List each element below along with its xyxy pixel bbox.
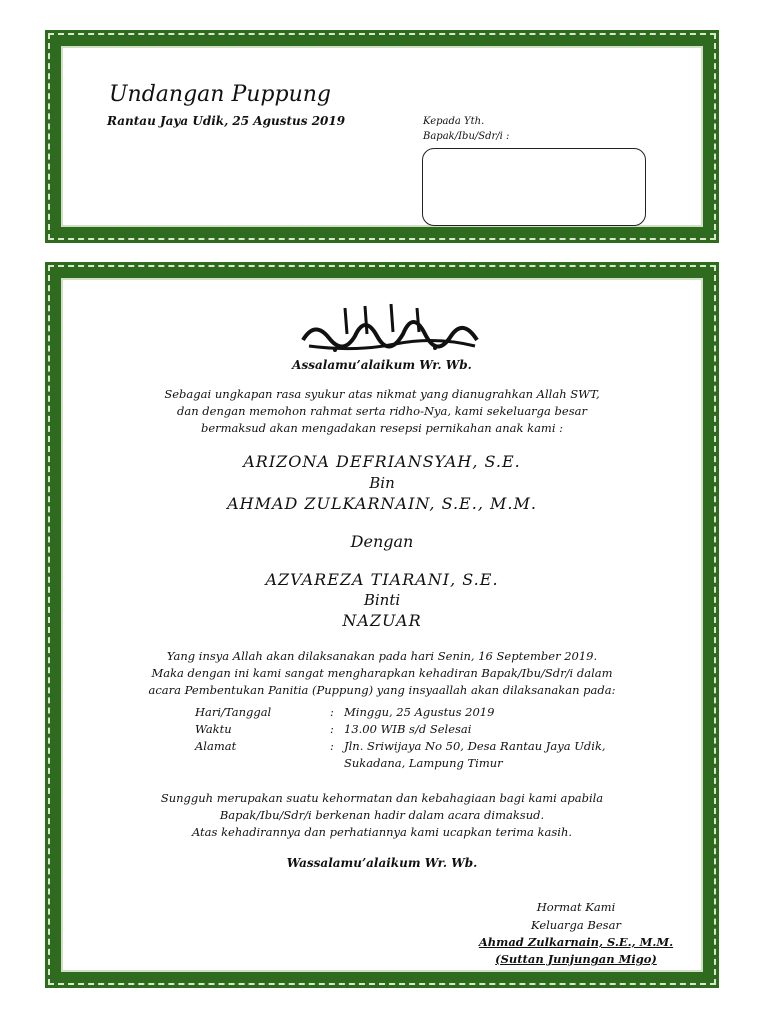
recipient-sub-label: Bapak/Ibu/Sdr/i : — [423, 131, 510, 142]
event-paragraph — [61, 648, 703, 699]
recipient-address-box — [422, 148, 646, 226]
detail-separator — [330, 755, 344, 772]
detail-row — [195, 738, 606, 755]
closing-paragraph — [61, 790, 703, 841]
dengan-label: Dengan — [350, 532, 414, 551]
intro-line: dan dengan memohon rahmat serta ridho-Nya, kami sekeluarga besar — [177, 404, 587, 418]
bride-father-name: NAZUAR — [342, 611, 422, 630]
detail-value: Minggu, 25 Agustus 2019 — [344, 705, 495, 719]
groom-name: ARIZONA DEFRIANSYAH, S.E. — [243, 452, 521, 471]
signer-title: (Suttan Junjungan Migo) — [495, 952, 657, 966]
detail-row — [195, 704, 606, 721]
event-line: Maka dengan ini kami sangat mengharapkan kehadiran Bapak/Ibu/Sdr/i dalam — [151, 666, 613, 680]
envelope-card — [45, 30, 719, 243]
detail-label — [195, 755, 330, 772]
closing-line: Bapak/Ibu/Sdr/i berkenan hadir dalam acara dimaksud. — [219, 808, 545, 822]
regards-label: Hormat Kami — [536, 900, 616, 914]
intro-line: Sebagai ungkapan rasa syukur atas nikmat yang dianugrahkan Allah SWT, — [164, 387, 600, 401]
detail-row — [195, 721, 606, 738]
bride-name: AZVAREZA TIARANI, S.E. — [265, 570, 499, 589]
family-label: Keluarga Besar — [531, 918, 621, 932]
recipient-label: Kepada Yth. — [423, 116, 485, 127]
detail-label: Alamat — [195, 739, 237, 753]
detail-label: Hari/Tanggal — [195, 705, 272, 719]
detail-separator: : — [330, 705, 334, 719]
bin-label: Bin — [369, 474, 395, 492]
detail-value: 13.00 WIB s/d Selesai — [344, 722, 472, 736]
detail-separator: : — [330, 722, 334, 736]
basmala-calligraphy — [295, 300, 485, 356]
event-line: acara Pembentukan Panitia (Puppung) yang insyaallah akan dilaksanakan pada: — [148, 683, 616, 697]
groom-father-name: AHMAD ZULKARNAIN, S.E., M.M. — [227, 494, 537, 513]
closing-line: Atas kehadirannya dan perhatiannya kami ucapkan terima kasih. — [191, 825, 573, 839]
intro-line: bermaksud akan mengadakan resepsi pernikahan anak kami : — [200, 421, 564, 435]
place-date: Rantau Jaya Udik, 25 Agustus 2019 — [107, 114, 346, 128]
envelope-title: Undangan Puppung — [109, 82, 331, 107]
detail-value: Sukadana, Lampung Timur — [344, 756, 503, 770]
event-details-table — [195, 704, 606, 772]
detail-separator: : — [330, 739, 334, 753]
event-line: Yang insya Allah akan dilaksanakan pada hari Senin, 16 September 2019. — [166, 649, 598, 663]
opening-greeting: Assalamu’alaikum Wr. Wb. — [292, 358, 472, 372]
detail-value: Jln. Sriwijaya No 50, Desa Rantau Jaya Udik, — [344, 739, 606, 753]
detail-row — [195, 755, 606, 772]
invitation-card — [45, 262, 719, 988]
detail-label: Waktu — [195, 722, 232, 736]
closing-line: Sungguh merupakan suatu kehormatan dan kebahagiaan bagi kami apabila — [160, 791, 604, 805]
binti-label: Binti — [363, 591, 401, 609]
intro-paragraph — [61, 386, 703, 437]
signer-name: Ahmad Zulkarnain, S.E., M.M. — [478, 935, 674, 949]
closing-greeting: Wassalamu’alaikum Wr. Wb. — [286, 856, 478, 870]
